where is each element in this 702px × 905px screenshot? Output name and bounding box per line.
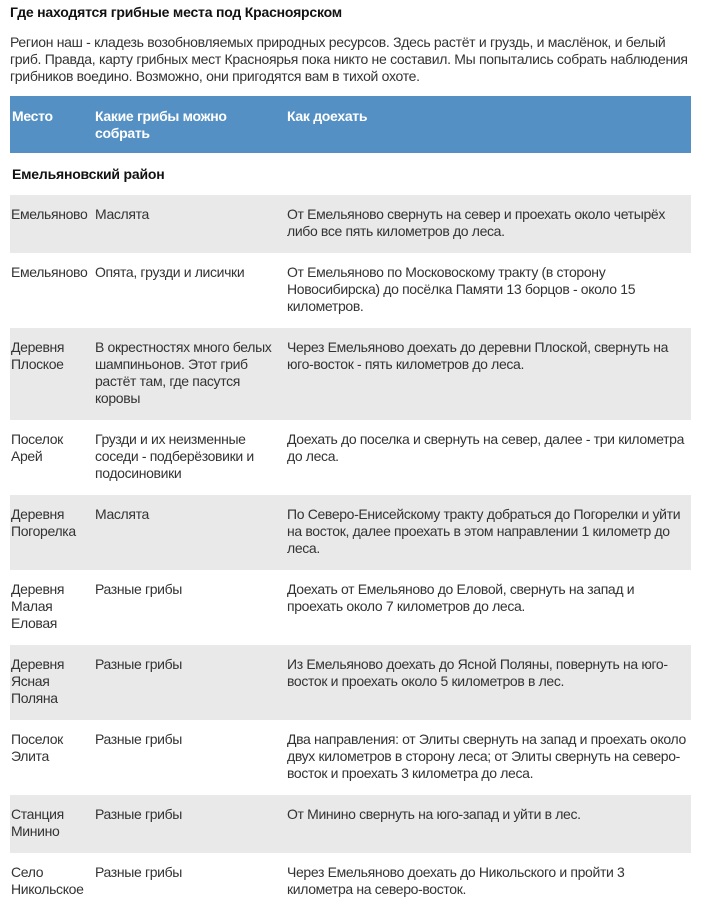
cell-directions: От Минино свернуть на юго-запад и уйти в лес. (287, 806, 581, 822)
cell-directions: Через Емельяново доехать до деревни Плоской, свернуть на юго-восток - пять километров до леса. (287, 339, 669, 372)
cell-mushrooms: Маслята (95, 506, 149, 522)
cell-place: Емельяново (11, 206, 88, 222)
cell-place: Деревня Погорелка (11, 506, 76, 539)
cell-directions: Доехать от Емельяново до Еловой, свернуть на запад и проехать около 7 километров до леса. (287, 581, 635, 614)
table-row (10, 195, 691, 253)
table-row (10, 645, 691, 720)
cell-mushrooms: Грузди и их неизменные соседи - подберёзовики и подосиновики (95, 431, 254, 481)
cell-mushrooms: Разные грибы (95, 864, 182, 880)
cell-directions: Через Емельяново доехать до Никольского и пройти 3 километра на северо-восток. (287, 864, 625, 897)
mushroom-places-table (10, 96, 691, 905)
cell-mushrooms (95, 206, 285, 223)
column-header-mushrooms: Какие грибы можно собрать (95, 108, 227, 141)
cell-mushrooms: Разные грибы (95, 806, 182, 822)
cell-place: Поселок Арей (11, 431, 63, 464)
cell-mushrooms-text: Маслята (95, 206, 149, 222)
cell-place: Станция Минино (11, 806, 64, 839)
cell-mushrooms: В окрестностях много белых шампиньонов. Этот гриб растёт там, где пасутся коровы (95, 339, 272, 406)
table-row (10, 795, 691, 853)
cell-directions: Доехать до поселка и свернуть на север, далее - три километра до леса. (287, 431, 685, 464)
cell-directions: От Емельяново свернуть на север и проехать около четырёх либо все пять километров до леса. (287, 206, 665, 239)
cell-directions: По Северо-Енисейскому тракту добраться до Погорелки и уйти на восток, далее проехать в этом направлении 1 километр до леса. (287, 506, 681, 556)
cell-place: Деревня Малая Еловая (11, 581, 65, 631)
table-row (10, 495, 691, 570)
cell-mushrooms: Разные грибы (95, 656, 182, 672)
district-name: Емельяновский район (12, 166, 165, 182)
table-row (10, 420, 691, 495)
district-section-row (10, 153, 691, 195)
cell-directions: Два направления: от Элиты свернуть на запад и проехать около двух километров в сторону леса; от Элиты свернуть на северо-восток и проехать 3 километра до леса. (287, 731, 686, 781)
table-row (10, 253, 691, 328)
table-row (10, 328, 691, 420)
table-row (10, 570, 691, 645)
cell-place: Поселок Элита (11, 731, 63, 764)
article-title: Где находятся грибные места под Красноярском (10, 4, 342, 20)
cell-place: Деревня Ясная Поляна (11, 656, 65, 706)
column-header-place: Место (12, 108, 53, 124)
cell-place: Деревня Плоское (11, 339, 65, 372)
cell-mushrooms: Разные грибы (95, 731, 182, 747)
cell-directions: От Емельяново по Московоскому тракту (в сторону Новосибирска) до посёлка Памяти 13 борцов - около 15 километров. (287, 264, 636, 314)
article-intro: Регион наш - кладезь возобновляемых природных ресурсов. Здесь растёт и груздь, и маслёнок, и белый гриб. Правда, карту грибных мест Красноярья пока никто не составил. Мы попытались собрать наблюдения грибников воедино. Возможно, они пригодятся вам в тихой охоте. (10, 34, 688, 84)
cell-directions: Из Емельяново доехать до Ясной Поляны, повернуть на юго-восток и проехать около 5 километров в лес. (287, 656, 668, 689)
cell-place: Емельяново (11, 264, 88, 280)
column-header-directions: Как доехать (287, 108, 368, 124)
table-header (10, 96, 691, 153)
cell-place: Село Никольское (11, 864, 84, 897)
table-row (10, 720, 691, 795)
table-row (10, 853, 691, 905)
cell-mushrooms: Разные грибы (95, 581, 182, 597)
cell-mushrooms: Опята, грузди и лисички (95, 264, 245, 280)
